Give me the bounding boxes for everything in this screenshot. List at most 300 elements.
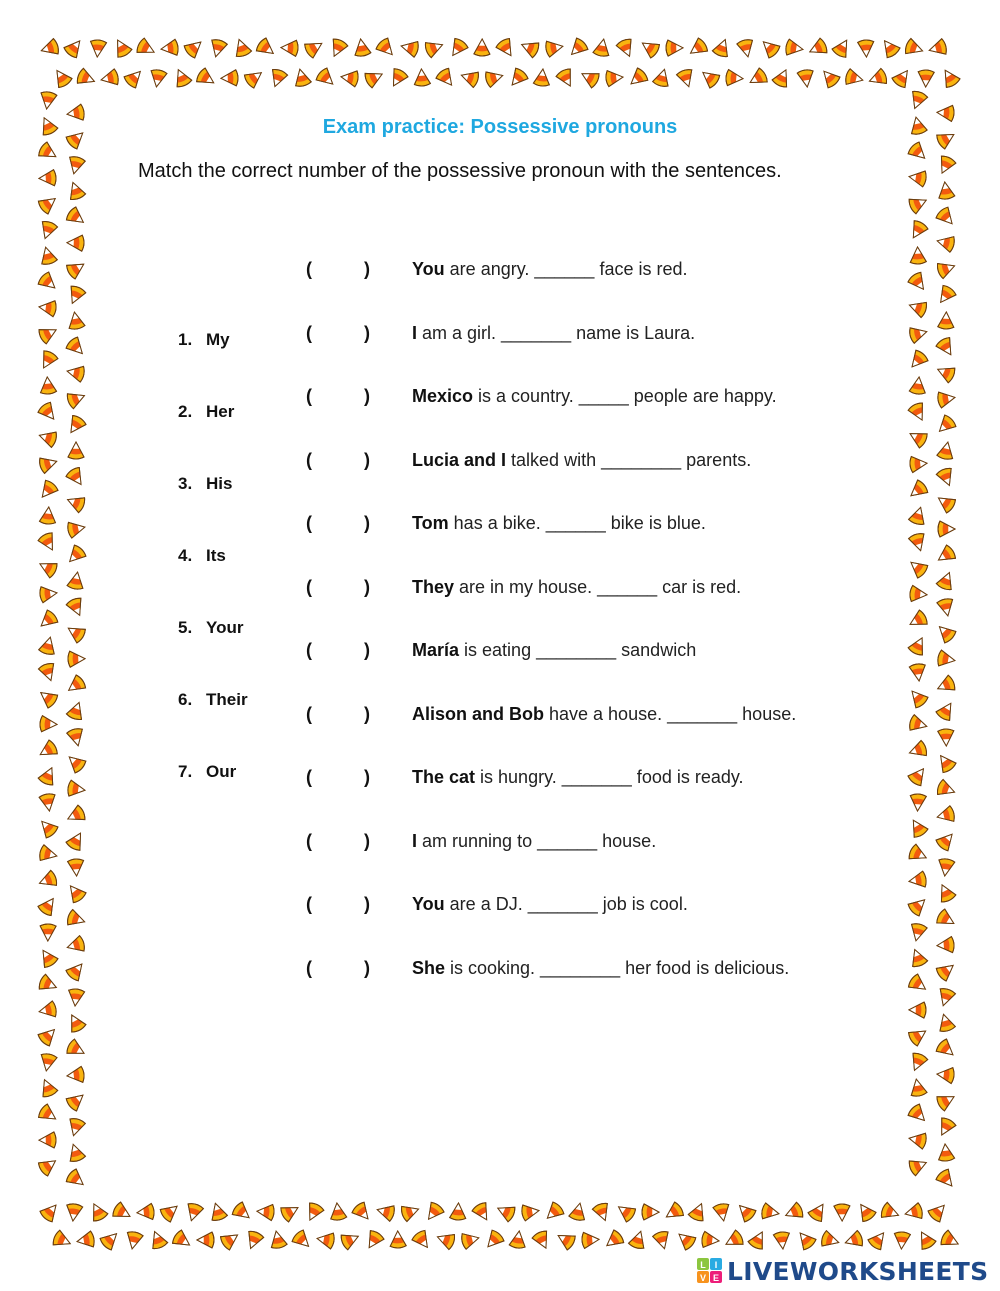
candy-corn-icon: [267, 68, 288, 89]
candy-corn-icon: [482, 1229, 505, 1252]
answer-input[interactable]: [318, 703, 364, 727]
candy-corn-icon: [907, 740, 928, 761]
candy-corn-icon: [662, 1201, 685, 1224]
candy-corn-icon: [937, 181, 955, 200]
candy-corn-icon: [616, 38, 637, 60]
candy-corn-icon: [64, 621, 87, 644]
sentence-rest: talked with ________ parents.: [506, 450, 752, 470]
sentence-subject: The cat: [412, 767, 476, 787]
candy-corn-icon: [40, 716, 58, 733]
sentence-text: [412, 955, 789, 981]
candy-corn-icon: [36, 946, 59, 969]
candy-corn-icon: [38, 454, 59, 474]
candy-corn-icon: [937, 650, 957, 669]
candy-corn-icon: [340, 69, 359, 87]
candy-corn-icon: [38, 299, 57, 317]
candy-corn-icon: [907, 1052, 928, 1074]
candy-corn-icon: [375, 1202, 396, 1222]
candy-corn-icon: [592, 1202, 613, 1224]
candy-corn-icon: [66, 909, 87, 929]
candy-corn-icon: [39, 170, 57, 187]
candy-corn-icon: [40, 924, 56, 941]
brand-name: LIVEWORKSHEETS: [727, 1256, 989, 1286]
candy-corn-icon: [64, 414, 87, 437]
candy-corn-icon: [65, 596, 87, 618]
candy-corn-icon: [906, 556, 929, 579]
candy-corn-icon: [65, 180, 86, 201]
candy-corn-icon: [231, 1201, 254, 1224]
candy-corn-icon: [292, 67, 312, 87]
candy-corn-icon: [934, 751, 957, 774]
candy-corn-icon: [927, 38, 948, 58]
candy-corn-icon: [66, 155, 86, 175]
candy-corn-icon: [554, 1229, 577, 1251]
candy-corn-icon: [39, 1200, 62, 1223]
candy-corn-icon: [303, 1201, 325, 1223]
answer-input[interactable]: [318, 322, 364, 346]
close-paren: ): [364, 767, 370, 787]
candy-corn-icon: [67, 571, 86, 591]
candy-corn-icon: [908, 324, 929, 344]
candy-corn-icon: [628, 1229, 648, 1250]
candy-corn-icon: [39, 1132, 56, 1148]
candy-corn-icon: [909, 585, 927, 602]
answer-input[interactable]: [318, 830, 364, 854]
candy-corn-icon: [67, 780, 86, 798]
candy-corn-icon: [908, 532, 928, 553]
candy-corn-icon: [910, 247, 927, 265]
candy-corn-icon: [375, 37, 398, 60]
candy-corn-icon: [937, 390, 957, 409]
candy-corn-icon: [37, 141, 60, 163]
candy-corn-icon: [915, 1228, 937, 1251]
candy-corn-icon: [37, 192, 60, 215]
close-paren: ): [364, 831, 370, 851]
candy-corn-icon: [279, 1201, 302, 1223]
sentence-subject: I: [412, 323, 418, 343]
close-paren: ): [364, 450, 370, 470]
candy-corn-icon: [64, 751, 87, 774]
candy-corn-icon: [65, 1203, 83, 1222]
candy-corn-icon: [184, 1202, 204, 1223]
candy-corn-icon: [37, 1077, 58, 1099]
candy-corn-icon: [315, 67, 338, 90]
candy-corn-icon: [400, 1202, 421, 1223]
candy-corn-icon: [39, 585, 58, 603]
candy-corn-icon: [255, 37, 278, 60]
candy-corn-icon: [495, 37, 518, 60]
candy-corn-icon: [521, 1203, 540, 1221]
candy-corn-icon: [935, 1168, 958, 1191]
sentence-text: [412, 447, 751, 473]
candy-corn-icon: [65, 1011, 87, 1034]
candy-corn-icon: [936, 779, 957, 800]
sentence-subject: I: [412, 831, 418, 851]
sentence-text: [412, 256, 688, 282]
candy-corn-icon: [844, 68, 864, 88]
candy-corn-icon: [111, 36, 133, 59]
candy-corn-icon: [36, 816, 59, 839]
candy-corn-icon: [38, 1053, 57, 1073]
candy-corn-icon: [76, 68, 98, 89]
candy-corn-icon: [67, 519, 87, 538]
candy-corn-icon: [66, 727, 86, 747]
candy-corn-icon: [935, 805, 955, 825]
candy-corn-icon: [934, 491, 957, 514]
candy-corn-icon: [908, 1078, 927, 1098]
candy-corn-icon: [820, 1230, 841, 1250]
candy-corn-icon: [221, 70, 239, 87]
candy-corn-icon: [935, 881, 957, 903]
candy-corn-icon: [937, 441, 956, 461]
candy-corn-icon: [907, 141, 930, 164]
open-paren: (: [306, 577, 312, 597]
candy-corn-icon: [422, 1201, 445, 1224]
open-paren: (: [306, 259, 312, 279]
candy-corn-icon: [936, 258, 957, 279]
candy-corn-icon: [908, 714, 929, 734]
candy-corn-icon: [89, 39, 106, 57]
candy-corn-icon: [878, 36, 901, 59]
candy-corn-icon: [761, 1203, 781, 1222]
candy-corn-icon: [460, 1230, 480, 1250]
candy-corn-icon: [531, 1229, 553, 1251]
sentence-rest: is a country. _____ people are happy.: [473, 386, 777, 406]
sentence-text: [412, 764, 744, 790]
candy-corn-icon: [937, 858, 955, 877]
candy-corn-icon: [785, 39, 804, 57]
candy-corn-icon: [935, 233, 955, 253]
candy-corn-icon: [100, 69, 120, 88]
candy-corn-icon: [936, 987, 956, 1008]
candy-corn-icon: [37, 870, 59, 891]
candy-corn-icon: [124, 1231, 143, 1251]
candy-corn-icon: [67, 311, 86, 331]
candy-corn-icon: [67, 988, 85, 1007]
answer-input[interactable]: [318, 449, 364, 473]
candy-corn-icon: [471, 1201, 493, 1224]
candy-corn-icon: [891, 66, 914, 89]
candy-corn-icon: [171, 67, 193, 89]
candy-corn-icon: [713, 1203, 732, 1223]
open-paren: (: [306, 513, 312, 533]
open-paren: (: [306, 958, 312, 978]
candy-corn-icon: [578, 67, 601, 89]
sentence-rest: are in my house. ______ car is red.: [454, 577, 742, 597]
candy-corn-icon: [268, 1230, 287, 1250]
candy-corn-icon: [38, 974, 60, 995]
candy-corn-icon: [65, 336, 88, 359]
candy-corn-icon: [506, 67, 529, 90]
candy-corn-icon: [907, 401, 929, 423]
candy-corn-icon: [474, 39, 490, 56]
candy-corn-icon: [303, 37, 326, 59]
candy-corn-icon: [674, 1228, 697, 1251]
candy-corn-icon: [243, 66, 266, 89]
pronoun-option: 2. Her: [178, 402, 235, 421]
candy-corn-icon: [736, 38, 755, 58]
candy-corn-icon: [411, 1229, 434, 1252]
candy-corn-icon: [701, 1231, 720, 1249]
candy-corn-icon: [147, 1229, 168, 1251]
pronoun-option: 5. Your: [178, 618, 244, 637]
answer-input[interactable]: [318, 385, 364, 409]
candy-corn-icon: [38, 844, 58, 863]
candy-corn-icon: [37, 531, 59, 554]
candy-corn-icon: [64, 544, 87, 567]
candy-corn-icon: [51, 1229, 73, 1251]
svg-text:E: E: [712, 1273, 720, 1283]
candy-corn-icon: [450, 1203, 467, 1221]
pronoun-option: 1. My: [178, 330, 230, 349]
candy-corn-icon: [509, 1230, 527, 1249]
open-paren: (: [306, 323, 312, 343]
candy-corn-icon: [934, 621, 957, 644]
candy-corn-icon: [935, 699, 958, 722]
answer-input[interactable]: [318, 893, 364, 917]
candy-corn-icon: [935, 154, 957, 176]
candy-corn-icon: [64, 881, 87, 904]
candy-corn-icon: [39, 376, 56, 394]
candy-corn-icon: [37, 1024, 60, 1047]
candy-corn-icon: [771, 66, 793, 88]
instructions: Match the correct number of the possessive pronoun with the sentences.: [138, 160, 782, 182]
candy-corn-icon: [773, 1231, 791, 1250]
candy-corn-icon: [909, 1002, 926, 1018]
candy-corn-icon: [797, 69, 815, 88]
candy-corn-icon: [880, 1202, 902, 1223]
candy-corn-icon: [38, 662, 59, 683]
close-paren: ): [364, 958, 370, 978]
open-paren: (: [306, 831, 312, 851]
candy-corn-icon: [99, 1228, 122, 1251]
sentence-subject: You: [412, 259, 445, 279]
candy-corn-icon: [581, 1231, 599, 1248]
candy-corn-icon: [64, 804, 86, 826]
candy-corn-icon: [935, 674, 957, 696]
candy-corn-icon: [927, 1200, 950, 1223]
candy-corn-icon: [159, 1200, 182, 1223]
pronoun-option: 7. Our: [178, 762, 237, 781]
candy-corn-icon: [65, 1168, 88, 1191]
candy-corn-icon: [38, 1001, 58, 1020]
candy-corn-icon: [135, 37, 157, 59]
candy-corn-icon: [37, 894, 60, 917]
sentence-rest: am a girl. _______ name is Laura.: [417, 323, 696, 343]
pronoun-option: 4. Its: [178, 546, 226, 565]
liveworksheets-brand: [697, 1256, 988, 1286]
candy-corn-icon: [698, 66, 721, 89]
candy-corn-icon: [908, 1130, 928, 1149]
candy-corn-icon: [937, 598, 956, 618]
candy-corn-icon: [910, 794, 927, 812]
candy-corn-icon: [66, 388, 88, 409]
candy-corn-icon: [906, 609, 929, 631]
candy-corn-icon: [909, 376, 927, 395]
candy-corn-icon: [76, 1231, 96, 1250]
candy-corn-icon: [65, 257, 88, 280]
candy-corn-icon: [807, 1200, 830, 1223]
candy-corn-icon: [666, 40, 683, 56]
candy-corn-icon: [208, 1201, 228, 1222]
candy-corn-icon: [66, 1066, 85, 1084]
sentence-text: [412, 891, 688, 917]
candy-corn-icon: [935, 336, 958, 359]
candy-corn-icon: [87, 1200, 109, 1222]
candy-corn-icon: [37, 1103, 60, 1126]
answer-input[interactable]: [318, 766, 364, 790]
candy-corn-icon: [908, 169, 927, 187]
candy-corn-icon: [64, 674, 87, 697]
candy-corn-icon: [65, 466, 88, 489]
candy-corn-icon: [37, 323, 59, 345]
sentence-rest: is hungry. _______ food is ready.: [475, 767, 744, 787]
candy-corn-icon: [907, 894, 930, 917]
candy-corn-icon: [446, 37, 469, 60]
candy-corn-icon: [725, 69, 743, 86]
sentence-subject: Lucia and I: [412, 450, 507, 470]
answer-input[interactable]: [318, 258, 364, 282]
candy-corn-icon: [939, 1229, 961, 1251]
answer-input[interactable]: [318, 639, 364, 663]
candy-corn-icon: [36, 557, 58, 579]
candy-corn-icon: [50, 66, 73, 89]
close-paren: ): [364, 386, 370, 406]
candy-corn-icon: [893, 1231, 910, 1249]
candy-corn-icon: [734, 1200, 757, 1223]
candy-corn-icon: [123, 66, 146, 89]
candy-corn-icon: [906, 427, 929, 449]
candy-corn-icon: [907, 298, 928, 319]
candy-corn-icon: [65, 492, 87, 513]
candy-corn-icon: [935, 206, 958, 229]
candy-corn-icon: [362, 1229, 385, 1252]
candy-corn-icon: [37, 401, 60, 424]
close-paren: ): [364, 704, 370, 724]
candy-corn-icon: [399, 38, 419, 57]
candy-corn-icon: [831, 36, 853, 59]
candy-corn-icon: [38, 635, 58, 656]
candy-corn-icon: [867, 68, 888, 89]
candy-corn-icon: [67, 858, 84, 876]
sentence-text: [412, 383, 777, 409]
sentence-subject: You: [412, 894, 445, 914]
candy-corn-icon: [66, 1142, 86, 1163]
answer-input[interactable]: [318, 576, 364, 600]
candy-corn-icon: [68, 651, 86, 668]
candy-corn-icon: [907, 973, 930, 996]
sentence-subject: Mexico: [412, 386, 474, 406]
candy-corn-icon: [907, 1024, 930, 1047]
candy-corn-icon: [281, 40, 299, 57]
candy-corn-icon: [938, 729, 955, 747]
candy-corn-icon: [38, 220, 59, 241]
candy-corn-icon: [66, 1117, 86, 1138]
answer-input[interactable]: [318, 957, 364, 981]
candy-corn-icon: [642, 1204, 659, 1220]
sentence-rest: are a DJ. _______ job is cool.: [444, 894, 688, 914]
candy-corn-icon: [934, 284, 957, 307]
candy-corn-icon: [936, 570, 957, 592]
candy-corn-icon: [339, 1229, 361, 1251]
candy-corn-icon: [854, 1200, 877, 1223]
candy-corn-icon: [806, 37, 828, 59]
candy-corn-icon: [652, 67, 672, 88]
candy-corn-icon: [935, 1090, 958, 1112]
candy-corn-icon: [37, 764, 59, 786]
candy-corn-icon: [936, 1066, 955, 1084]
sentence-text: [412, 510, 706, 536]
candy-corn-icon: [38, 245, 58, 266]
sentence-text: [412, 637, 696, 663]
candy-corn-icon: [938, 521, 955, 537]
sentence-rest: have a house. _______ house.: [544, 704, 797, 724]
candy-corn-icon: [136, 1203, 154, 1220]
candy-corn-icon: [435, 67, 458, 90]
candy-corn-icon: [39, 38, 60, 58]
sentence-text: [412, 574, 741, 600]
candy-corn-icon: [66, 700, 87, 721]
candy-corn-icon: [566, 37, 589, 60]
sentence-text: [412, 828, 656, 854]
candy-corn-icon: [907, 271, 930, 294]
candy-corn-icon: [906, 479, 929, 502]
answer-input[interactable]: [318, 512, 364, 536]
candy-corn-icon: [908, 871, 927, 889]
candy-corn-icon: [65, 829, 87, 852]
open-paren: (: [306, 894, 312, 914]
candy-corn-icon: [605, 69, 624, 87]
candy-corn-icon: [68, 442, 84, 459]
close-paren: ): [364, 323, 370, 343]
candy-corn-icon: [36, 479, 59, 502]
candy-corn-icon: [909, 455, 927, 472]
sentence-rest: is cooking. ________ her food is delicious.: [445, 958, 790, 978]
candy-corn-icon: [329, 1202, 347, 1221]
candy-corn-icon: [568, 1201, 587, 1221]
candy-corn-icon: [935, 959, 958, 982]
open-paren: (: [306, 450, 312, 470]
candy-corn-icon: [36, 686, 59, 709]
candy-corn-icon: [906, 686, 929, 709]
sentence-rest: has a bike. ______ bike is blue.: [448, 513, 706, 533]
candy-corn-icon: [906, 349, 929, 372]
sentence-subject: Alison and Bob: [412, 704, 544, 724]
candy-corn-icon: [256, 1203, 274, 1220]
candy-corn-icon: [149, 69, 168, 89]
sentence-subject: She: [412, 958, 446, 978]
candy-corn-icon: [935, 1038, 958, 1061]
candy-corn-icon: [37, 271, 60, 294]
candy-corn-icon: [602, 1229, 625, 1252]
candy-corn-icon: [363, 67, 385, 89]
candy-corn-icon: [351, 1201, 374, 1224]
candy-corn-icon: [903, 1202, 923, 1221]
candy-corn-icon: [909, 663, 927, 682]
candy-corn-icon: [907, 634, 929, 656]
sentence-rest: am running to ______ house.: [417, 831, 657, 851]
candy-corn-icon: [484, 68, 505, 88]
candy-corn-icon: [208, 38, 228, 59]
candy-corn-icon: [626, 67, 649, 90]
candy-corn-icon: [65, 935, 86, 955]
candy-corn-icon: [907, 219, 929, 242]
pronoun-option: 3. His: [178, 474, 233, 493]
candy-corn-icon: [39, 793, 57, 812]
svg-text:V: V: [699, 1273, 707, 1283]
candy-corn-icon: [937, 1143, 955, 1162]
sentence-rest: are angry. ______ face is red.: [444, 259, 688, 279]
